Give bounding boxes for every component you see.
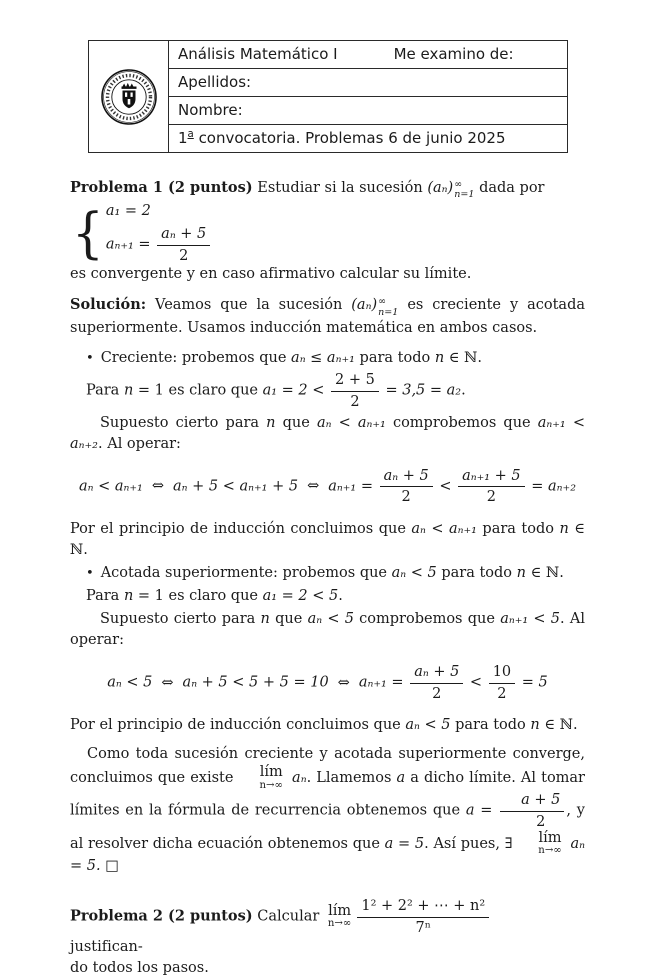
course-title: Análisis Matemático I — [178, 45, 338, 63]
exam-subject-label: Me examino de: — [393, 45, 514, 63]
acotada-inductive-step: Supuesto cierto para n que aₙ < 5 comprobemos que aₙ₊₁ < 5. Al operar: — [70, 610, 585, 648]
recurrence-cases — [72, 201, 212, 264]
sequence-notation: (aₙ) — [427, 180, 454, 196]
equation2-fraction-2: $\frac{10}{2}$ — [489, 663, 515, 702]
creciente-base-case: Para n = 1 es claro que a₁ = 2 < $\frac{2 + 5}{2}$ = 3,5 = a₂. — [86, 372, 466, 410]
case-row-1: a₁ = 2 — [105, 202, 151, 219]
acotada-bullet: • Acotada superiormente: probemos que aₙ < 5 para todo n ∈ ℕ. — [86, 564, 564, 581]
header-row-surname — [169, 69, 567, 97]
equation-acotada: aₙ < 5 ⇔ aₙ + 5 < 5 + 5 = 10 ⇔ aₙ₊₁ = $\frac{\text{aₙ + 5}}{2}$ < $\frac{10}{2}$ = 5 — [107, 663, 548, 702]
equation2-fraction-1: $\frac{\text{aₙ + 5}}{2}$ — [410, 663, 463, 702]
iff-arrow-icon: ⇔ — [337, 674, 350, 691]
recurrence-fraction: $\frac{\text{aₙ + 5}}{2}$ — [157, 225, 210, 264]
exists-symbol: ∃ — [504, 835, 513, 852]
convocation-text: 1$^a$ convocatoria. Problemas 6 de junio 2025 — [178, 129, 506, 147]
logo-cell — [89, 41, 169, 152]
less-than: < — [469, 674, 483, 691]
header-row-convocation — [169, 125, 567, 152]
bullet-icon: • — [86, 351, 94, 367]
sequence-notation: (aₙ) — [351, 297, 378, 314]
problem2-fraction: $\frac{\text{1² + 2² + ⋯ + n²}}{\text{7ⁿ}}$ — [357, 897, 489, 936]
name-label: Nombre: — [178, 101, 243, 119]
base-case-fraction: $\frac{2 + 5}{2}$ — [331, 371, 379, 410]
sequence-supsub: ∞ n=1 — [454, 178, 475, 201]
problem2-statement: Problema 2 (2 puntos) Calcular lím n→∞ $\frac{\text{1² + 2² + ⋯ + n²}}{\text{7ⁿ}}$ justifican- do todos los pasos. — [70, 897, 585, 978]
exam-header-box — [88, 40, 568, 153]
equation-creciente: aₙ < aₙ₊₁ ⇔ aₙ + 5 < aₙ₊₁ + 5 ⇔ aₙ₊₁ = $\frac{\text{aₙ + 5}}{2}$ < $\frac{\text{aₙ₊₁ + 5}}{2}$ = aₙ₊₂ — [78, 467, 577, 506]
problem1-statement: Problema 1 (2 puntos) Estudiar si la sucesión (aₙ) ∞ n=1 dada por { a₁ = 2 aₙ₊₁ = $\frac{\text{aₙ + 5}}{2}$ es convergente y en caso afirmativo calcular su límite. — [70, 177, 585, 285]
problem2-statement-cont: do todos los pasos. — [70, 959, 209, 976]
bullet-icon: • — [86, 565, 94, 581]
header-row-name — [169, 97, 567, 125]
case-row-2: aₙ₊₁ = $\frac{\text{aₙ + 5}}{2}$ — [106, 225, 212, 264]
limit-operator: lím n→∞ — [538, 829, 562, 856]
iff-arrow-icon: ⇔ — [307, 478, 320, 495]
problem1-statement-cont: es convergente y en caso afirmativo calcular su límite. — [70, 266, 472, 283]
problem2-title: Problema 2 (2 puntos) — [70, 908, 253, 926]
solution-intro: Solución: Veamos que la sucesión (aₙ) ∞ n=1 es creciente y acotada superiormente. Usamos inducción matemática en ambos casos. — [70, 295, 585, 337]
less-than: < — [439, 478, 452, 495]
qed-square-icon: □ — [105, 858, 119, 875]
induction-conclusion-1: Por el principio de inducción concluimos que aₙ < aₙ₊₁ para todo n ∈ ℕ. — [70, 520, 585, 558]
solution-label: Solución: — [70, 296, 147, 314]
iff-arrow-icon: ⇔ — [161, 674, 174, 691]
fixed-point-fraction: $\frac{a + 5}{2}$ — [500, 791, 564, 830]
problem1-title: Problema 1 (2 puntos) — [70, 179, 253, 196]
ordinal-superscript: a — [187, 129, 194, 140]
surname-label: Apellidos: — [178, 73, 252, 91]
acotada-base-case: Para n = 1 es claro que a₁ = 2 < 5. — [86, 587, 343, 604]
cases-brace-icon: { — [72, 201, 104, 264]
creciente-inductive-step: Supuesto cierto para n que aₙ < aₙ₊₁ comprobemos que aₙ₊₁ < aₙ₊₂. Al operar: — [70, 414, 585, 452]
limit-operator: lím n→∞ — [259, 764, 283, 791]
creciente-bullet: • Creciente: probemos que aₙ ≤ aₙ₊₁ para todo n ∈ ℕ. — [86, 350, 483, 367]
sequence-supsub: ∞ n=1 — [378, 295, 399, 318]
university-seal-logo — [100, 68, 158, 126]
limit-operator: lím n→∞ — [327, 903, 352, 930]
equation1-fraction-1: $\frac{\text{aₙ + 5}}{2}$ — [380, 467, 433, 506]
convergence-paragraph: Como toda sucesión creciente y acotada superiormente converge, concluimos que existe lím n→∞ aₙ. Llamemos a a dicho límite. Al tomar límites en la fórmula de recurrencia obtenemos que a = $\frac{a + 5}{2}$ , y al resolver dicha ecuación obtenemos que a = 5. Así pues, ∃ lím n→∞ aₙ = 5. □ — [70, 746, 585, 875]
induction-conclusion-2: Por el principio de inducción concluimos que aₙ < 5 para todo n ∈ ℕ. — [70, 717, 578, 734]
equation1-fraction-2: $\frac{\text{aₙ₊₁ + 5}}{2}$ — [458, 467, 525, 506]
iff-arrow-icon: ⇔ — [151, 478, 164, 495]
header-row-course — [169, 41, 567, 69]
